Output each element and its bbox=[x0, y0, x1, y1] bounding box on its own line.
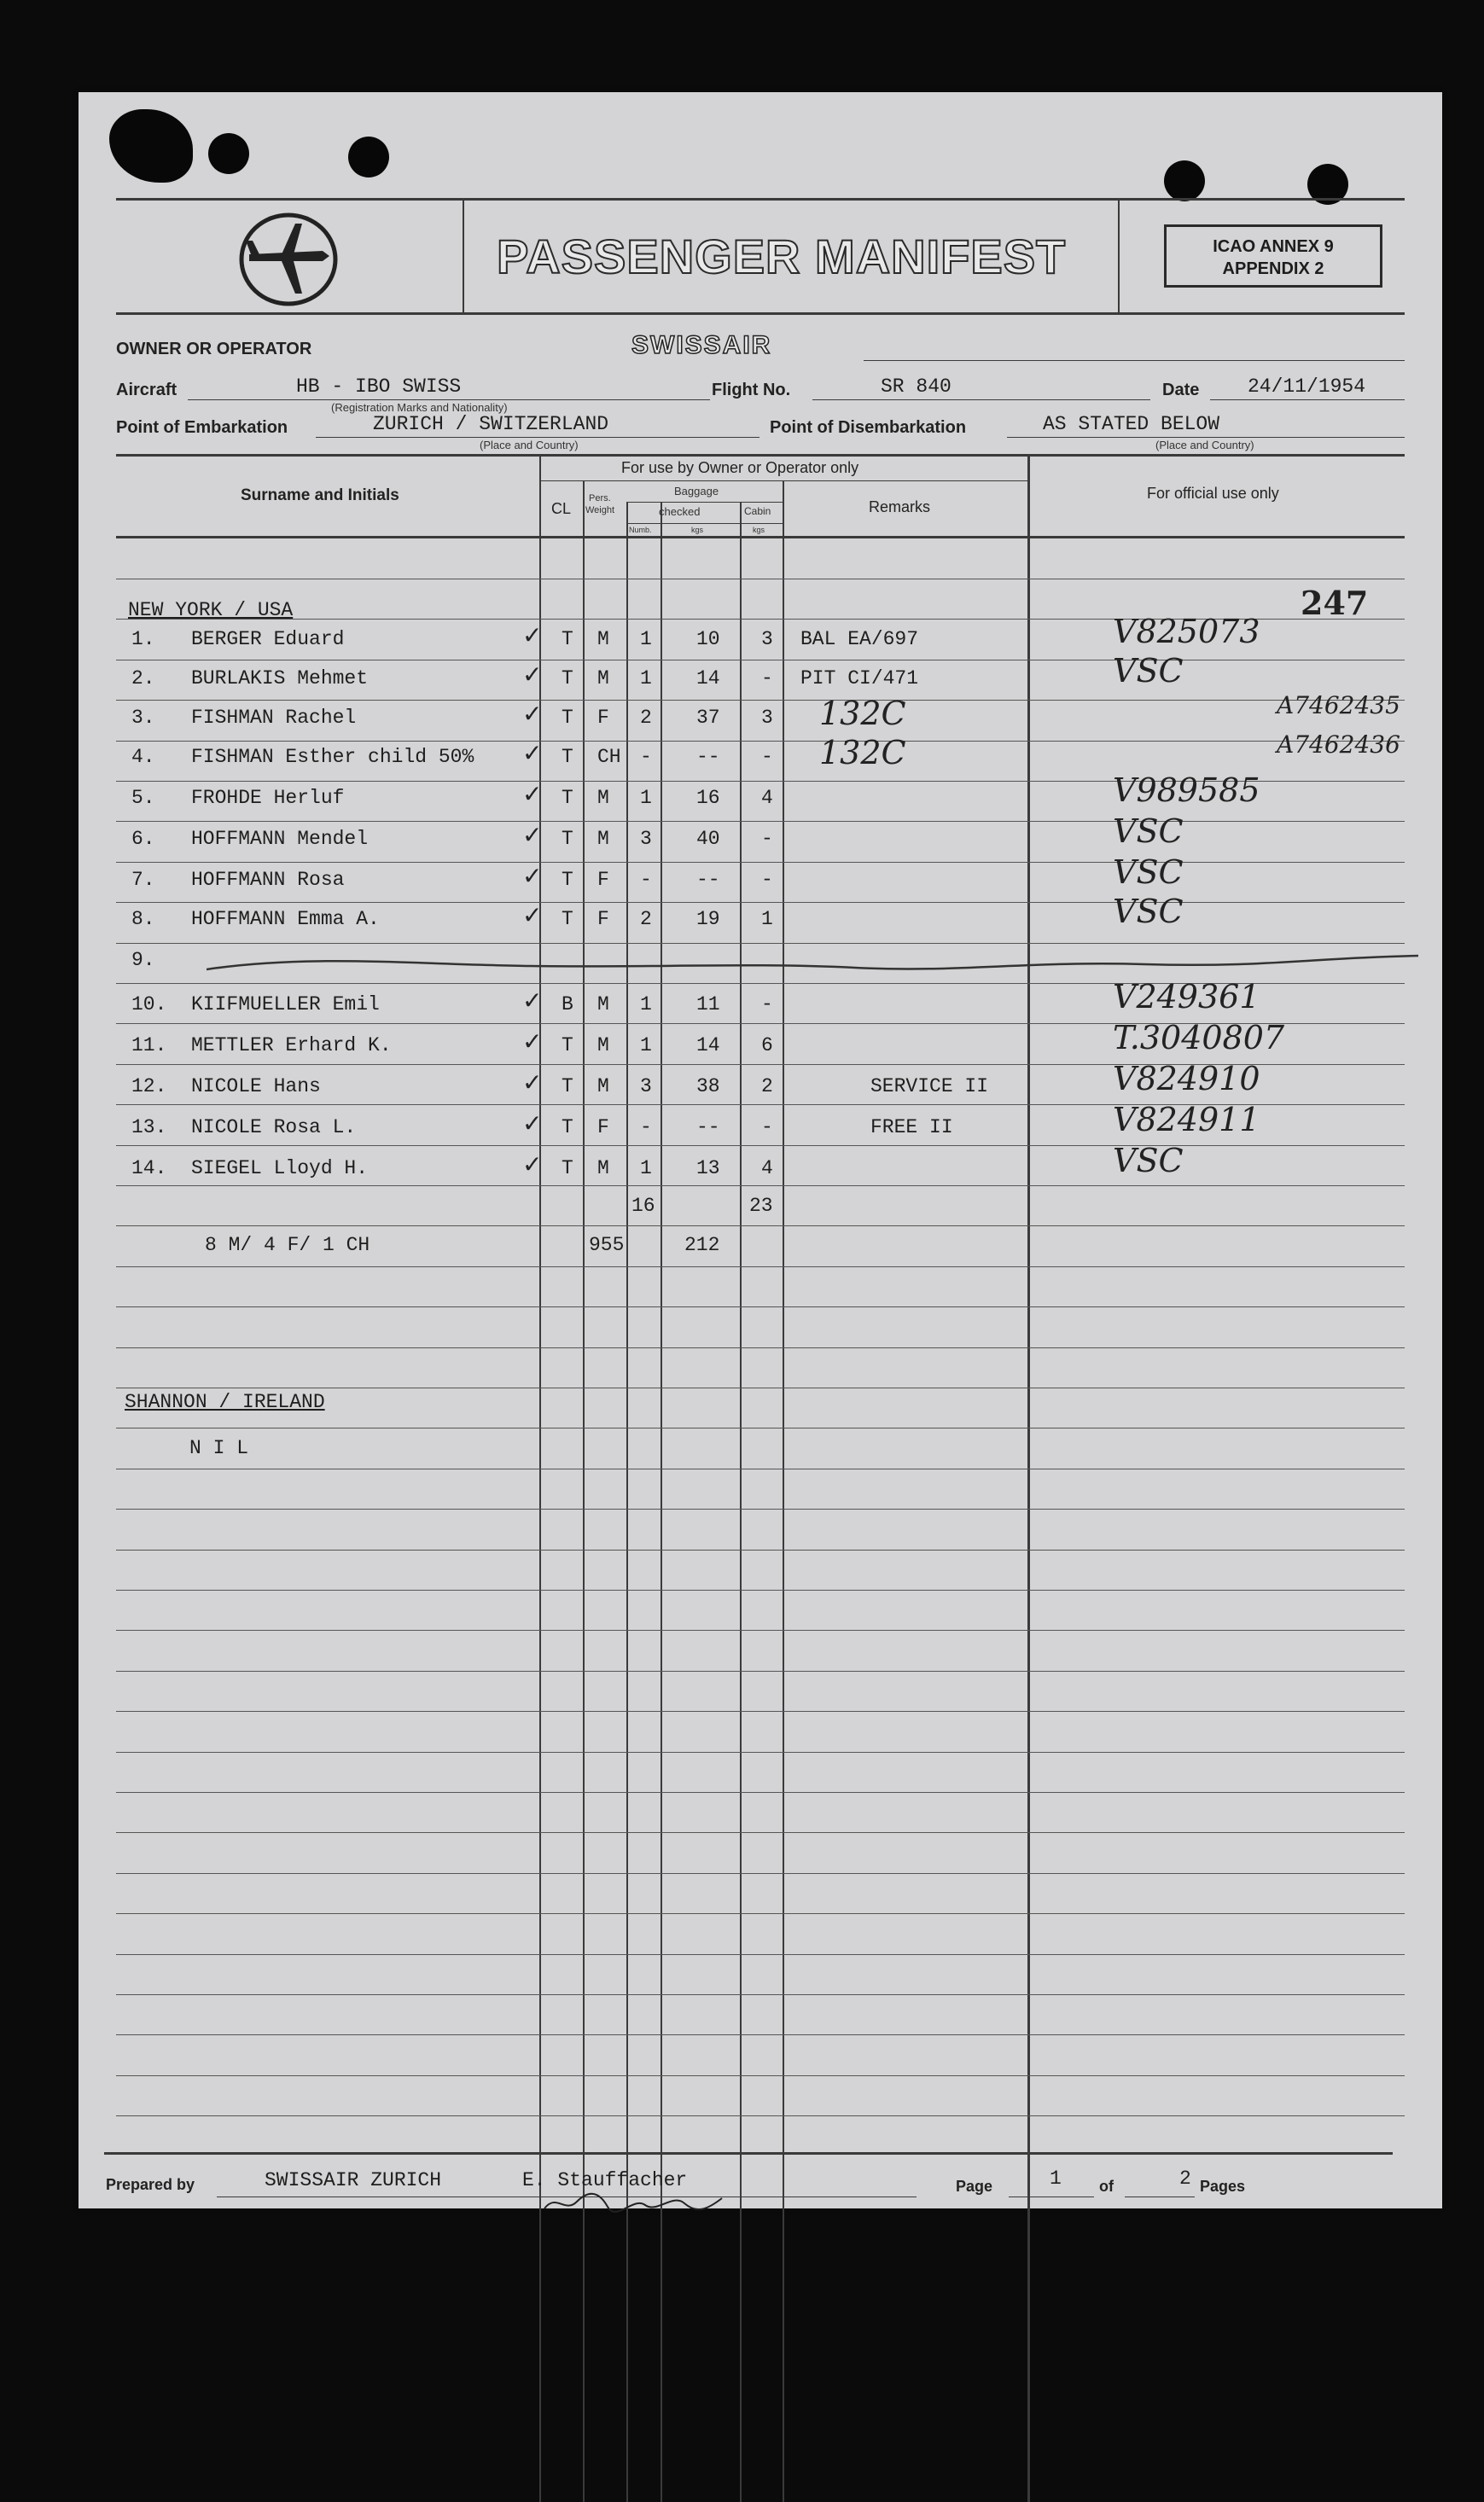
check-mark-icon: ✓ bbox=[522, 986, 543, 1015]
prepared-value: SWISSAIR ZURICH bbox=[265, 2169, 442, 2191]
row-number: 1. bbox=[131, 628, 155, 650]
official-entry: VSC bbox=[1113, 853, 1184, 891]
baggage-count: 1 bbox=[640, 1157, 652, 1179]
class-code: T bbox=[562, 746, 573, 768]
class-code: T bbox=[562, 1116, 573, 1138]
aircraft-sublabel: (Registration Marks and Nationality) bbox=[331, 401, 508, 414]
sex-code: F bbox=[597, 1116, 609, 1138]
baggage-kgs: 38 bbox=[696, 1075, 720, 1097]
baggage-count: 1 bbox=[640, 993, 652, 1015]
check-mark-icon: ✓ bbox=[522, 1068, 543, 1097]
baggage-kgs: 14 bbox=[696, 667, 720, 690]
page-value: 1 bbox=[1050, 2167, 1062, 2190]
ruled-line bbox=[116, 2034, 1405, 2035]
remarks-text: FREE II bbox=[870, 1116, 953, 1138]
row-number: 5. bbox=[131, 787, 155, 809]
row-number: 6. bbox=[131, 828, 155, 850]
row-number: 12. bbox=[131, 1075, 167, 1097]
remarks-text: 132C bbox=[819, 695, 906, 732]
sex-code: M bbox=[597, 1034, 609, 1056]
nil-entry: N I L bbox=[189, 1437, 249, 1459]
baggage-kgs: -- bbox=[696, 1116, 720, 1138]
sex-code: F bbox=[597, 869, 609, 891]
baggage-kgs: 13 bbox=[696, 1157, 720, 1179]
flight-value: SR 840 bbox=[881, 375, 952, 398]
cabin-kgs: - bbox=[761, 993, 773, 1015]
cabin-kgs: 1 bbox=[761, 908, 773, 930]
strike-line bbox=[207, 946, 1418, 980]
disembarkation-label: Point of Disembarkation bbox=[770, 418, 967, 437]
official-entry: A7462435 bbox=[1277, 691, 1400, 719]
total-summary: 8 M/ 4 F/ 1 CH bbox=[205, 1234, 370, 1256]
cabin-kgs: - bbox=[761, 1116, 773, 1138]
remarks-text: SERVICE II bbox=[870, 1075, 989, 1097]
col-weight: Weight bbox=[585, 505, 615, 515]
class-code: T bbox=[562, 667, 573, 690]
baggage-count: 2 bbox=[640, 707, 652, 729]
ruled-line bbox=[116, 700, 1405, 701]
baggage-count: - bbox=[640, 869, 652, 891]
passenger-name: METTLER Erhard K. bbox=[191, 1034, 392, 1056]
row-number: 10. bbox=[131, 993, 167, 1015]
sex-code: M bbox=[597, 1157, 609, 1179]
date-label: Date bbox=[1162, 381, 1200, 399]
check-mark-icon: ✓ bbox=[522, 739, 543, 767]
ruled-line bbox=[116, 1550, 1405, 1551]
baggage-count: 1 bbox=[640, 628, 652, 650]
class-code: T bbox=[562, 1075, 573, 1097]
baggage-count: 2 bbox=[640, 908, 652, 930]
ruled-line bbox=[116, 1347, 1405, 1348]
row-number: 13. bbox=[131, 1116, 167, 1138]
manifest-sheet bbox=[79, 92, 1442, 2208]
owner-label: OWNER OR OPERATOR bbox=[116, 340, 312, 358]
sex-code: M bbox=[597, 787, 609, 809]
row-number: 14. bbox=[131, 1157, 167, 1179]
baggage-kgs: 16 bbox=[696, 787, 720, 809]
class-code: T bbox=[562, 628, 573, 650]
check-mark-icon: ✓ bbox=[522, 700, 543, 728]
sex-code: F bbox=[597, 707, 609, 729]
embarkation-sublabel: (Place and Country) bbox=[480, 439, 579, 451]
passenger-name: FISHMAN Esther child 50% bbox=[191, 746, 474, 768]
prepared-person: E. Stauffacher bbox=[522, 2169, 688, 2191]
baggage-kgs: -- bbox=[696, 746, 720, 768]
remarks-text: BAL EA/697 bbox=[800, 628, 919, 650]
baggage-kgs: -- bbox=[696, 869, 720, 891]
official-entry: V249361 bbox=[1113, 978, 1260, 1015]
passenger-name: FROHDE Herluf bbox=[191, 787, 345, 809]
passenger-name: NICOLE Hans bbox=[191, 1075, 321, 1097]
date-value: 24/11/1954 bbox=[1248, 375, 1366, 398]
col-baggage: Baggage bbox=[674, 485, 719, 497]
cabin-kgs: 2 bbox=[761, 1075, 773, 1097]
cabin-kgs: 3 bbox=[761, 628, 773, 650]
ruled-line bbox=[116, 1752, 1405, 1753]
disembarkation-sublabel: (Place and Country) bbox=[1155, 439, 1254, 451]
col-cabin: Cabin bbox=[744, 505, 771, 517]
total-cabin: 23 bbox=[749, 1195, 773, 1217]
baggage-count: 3 bbox=[640, 828, 652, 850]
row-number: 8. bbox=[131, 908, 155, 930]
class-code: T bbox=[562, 1034, 573, 1056]
official-entry: V989585 bbox=[1113, 771, 1260, 809]
ruled-line bbox=[116, 1266, 1405, 1267]
official-entry: V824911 bbox=[1113, 1101, 1260, 1138]
remarks-text: PIT CI/471 bbox=[800, 667, 919, 690]
total-numb: 16 bbox=[631, 1195, 655, 1217]
col-official: For official use only bbox=[1147, 485, 1279, 502]
class-code: B bbox=[562, 993, 573, 1015]
airplane-logo-icon bbox=[237, 212, 340, 307]
ruled-line bbox=[116, 862, 1405, 863]
class-code: T bbox=[562, 869, 573, 891]
ruled-line bbox=[116, 1832, 1405, 1833]
row-number: 4. bbox=[131, 746, 155, 768]
total-weight: 955 bbox=[589, 1234, 625, 1256]
official-entry: V824910 bbox=[1113, 1060, 1260, 1097]
icao-line-2: APPENDIX 2 bbox=[1222, 259, 1324, 278]
ruled-line bbox=[116, 821, 1405, 822]
cabin-kgs: - bbox=[761, 667, 773, 690]
passenger-name: HOFFMANN Emma A. bbox=[191, 908, 380, 930]
cabin-kgs: 4 bbox=[761, 1157, 773, 1179]
sex-code: M bbox=[597, 667, 609, 690]
ruled-line bbox=[116, 1225, 1405, 1226]
passenger-name: HOFFMANN Rosa bbox=[191, 869, 345, 891]
passenger-name: FISHMAN Rachel bbox=[191, 707, 357, 729]
embarkation-value: ZURICH / SWITZERLAND bbox=[373, 413, 609, 435]
section-heading-shannon: SHANNON / IRELAND bbox=[125, 1391, 325, 1413]
ruled-line bbox=[116, 2075, 1405, 2076]
ruled-line bbox=[116, 2115, 1405, 2116]
sex-code: M bbox=[597, 628, 609, 650]
col-owner-use: For use by Owner or Operator only bbox=[621, 459, 859, 476]
check-mark-icon: ✓ bbox=[522, 780, 543, 808]
flight-label: Flight No. bbox=[712, 381, 791, 399]
cabin-kgs: - bbox=[761, 828, 773, 850]
check-mark-icon: ✓ bbox=[522, 1109, 543, 1138]
aircraft-label: Aircraft bbox=[116, 381, 177, 399]
sex-code: M bbox=[597, 1075, 609, 1097]
page-number-stamp: 247 bbox=[1301, 584, 1369, 622]
icao-annex-box bbox=[1164, 224, 1382, 288]
baggage-count: - bbox=[640, 746, 652, 768]
passenger-name: HOFFMANN Mendel bbox=[191, 828, 369, 850]
passenger-name: SIEGEL Lloyd H. bbox=[191, 1157, 369, 1179]
class-code: T bbox=[562, 707, 573, 729]
row-number: 2. bbox=[131, 667, 155, 690]
baggage-count: 1 bbox=[640, 667, 652, 690]
total-kgs: 212 bbox=[684, 1234, 720, 1256]
baggage-kgs: 19 bbox=[696, 908, 720, 930]
col-kgs: kgs bbox=[691, 526, 704, 534]
check-mark-icon: ✓ bbox=[522, 1027, 543, 1056]
class-code: T bbox=[562, 828, 573, 850]
col-cabin-kgs: kgs bbox=[753, 526, 765, 534]
cabin-kgs: - bbox=[761, 746, 773, 768]
remarks-text: 132C bbox=[819, 734, 906, 771]
baggage-kgs: 11 bbox=[696, 993, 720, 1015]
punch-hole bbox=[1164, 160, 1205, 201]
ruled-line bbox=[116, 1306, 1405, 1307]
baggage-kgs: 14 bbox=[696, 1034, 720, 1056]
check-mark-icon: ✓ bbox=[522, 901, 543, 929]
col-remarks: Remarks bbox=[869, 498, 931, 515]
ruled-line bbox=[116, 943, 1405, 944]
row-number: 11. bbox=[131, 1034, 167, 1056]
col-checked: checked bbox=[659, 505, 701, 518]
ruled-line bbox=[116, 1873, 1405, 1874]
baggage-count: - bbox=[640, 1116, 652, 1138]
sex-code: CH bbox=[597, 746, 621, 768]
ruled-line bbox=[116, 1185, 1405, 1186]
passenger-name: BERGER Eduard bbox=[191, 628, 345, 650]
ruled-line bbox=[116, 1509, 1405, 1510]
icao-line-1: ICAO ANNEX 9 bbox=[1213, 237, 1334, 256]
cabin-kgs: 3 bbox=[761, 707, 773, 729]
class-code: T bbox=[562, 908, 573, 930]
check-mark-icon: ✓ bbox=[522, 862, 543, 890]
cabin-kgs: 4 bbox=[761, 787, 773, 809]
ruled-line bbox=[116, 1711, 1405, 1712]
passenger-name: NICOLE Rosa L. bbox=[191, 1116, 357, 1138]
punch-hole bbox=[348, 137, 389, 177]
col-pers: Pers. bbox=[589, 493, 611, 503]
baggage-count: 3 bbox=[640, 1075, 652, 1097]
pages-label: Pages bbox=[1200, 2178, 1246, 2195]
baggage-kgs: 10 bbox=[696, 628, 720, 650]
baggage-kgs: 40 bbox=[696, 828, 720, 850]
col-numb: Numb. bbox=[629, 526, 652, 534]
baggage-kgs: 37 bbox=[696, 707, 720, 729]
row-number: 7. bbox=[131, 869, 155, 891]
check-mark-icon: ✓ bbox=[522, 1150, 543, 1178]
aircraft-value: HB - IBO SWISS bbox=[296, 375, 462, 398]
prepared-label: Prepared by bbox=[106, 2176, 195, 2193]
cabin-kgs: 6 bbox=[761, 1034, 773, 1056]
sex-code: F bbox=[597, 908, 609, 930]
check-mark-icon: ✓ bbox=[522, 660, 543, 689]
cabin-kgs: - bbox=[761, 869, 773, 891]
ruled-line bbox=[116, 741, 1405, 742]
official-entry: VSC bbox=[1113, 812, 1184, 850]
embarkation-label: Point of Embarkation bbox=[116, 418, 288, 437]
row-number: 9. bbox=[131, 949, 155, 971]
baggage-count: 1 bbox=[640, 1034, 652, 1056]
of-label: of bbox=[1099, 2178, 1114, 2195]
ruled-line bbox=[116, 1630, 1405, 1631]
row-number: 3. bbox=[131, 707, 155, 729]
ruled-line bbox=[116, 1145, 1405, 1146]
punch-hole bbox=[208, 133, 249, 174]
official-entry: A7462436 bbox=[1277, 730, 1400, 759]
signature bbox=[539, 2185, 727, 2219]
passenger-name: KIIFMUELLER Emil bbox=[191, 993, 380, 1015]
page-title: PASSENGER MANIFEST bbox=[497, 230, 1067, 283]
ruled-line bbox=[116, 1913, 1405, 1914]
official-entry: VSC bbox=[1113, 1142, 1184, 1179]
ruled-line bbox=[116, 1994, 1405, 1995]
torn-corner bbox=[109, 109, 193, 183]
class-code: T bbox=[562, 787, 573, 809]
official-entry: V825073 bbox=[1113, 613, 1260, 650]
ruled-line bbox=[116, 1954, 1405, 1955]
class-code: T bbox=[562, 1157, 573, 1179]
ruled-line bbox=[116, 1590, 1405, 1591]
official-entry: VSC bbox=[1113, 893, 1184, 930]
col-cl: CL bbox=[551, 500, 572, 517]
ruled-line bbox=[116, 1792, 1405, 1793]
baggage-count: 1 bbox=[640, 787, 652, 809]
disembarkation-value: AS STATED BELOW bbox=[1043, 413, 1220, 435]
page-label: Page bbox=[956, 2178, 993, 2195]
check-mark-icon: ✓ bbox=[522, 621, 543, 649]
official-entry: T.3040807 bbox=[1113, 1019, 1285, 1056]
section-heading-newyork: NEW YORK / USA bbox=[128, 599, 294, 621]
check-mark-icon: ✓ bbox=[522, 821, 543, 849]
sex-code: M bbox=[597, 828, 609, 850]
col-surname: Surname and Initials bbox=[241, 486, 399, 504]
operator-name: SWISSAIR bbox=[631, 331, 772, 359]
passenger-name: BURLAKIS Mehmet bbox=[191, 667, 369, 690]
official-entry: VSC bbox=[1113, 652, 1184, 690]
pages-value: 2 bbox=[1179, 2167, 1191, 2190]
ruled-line bbox=[116, 902, 1405, 903]
ruled-line bbox=[116, 1671, 1405, 1672]
sex-code: M bbox=[597, 993, 609, 1015]
